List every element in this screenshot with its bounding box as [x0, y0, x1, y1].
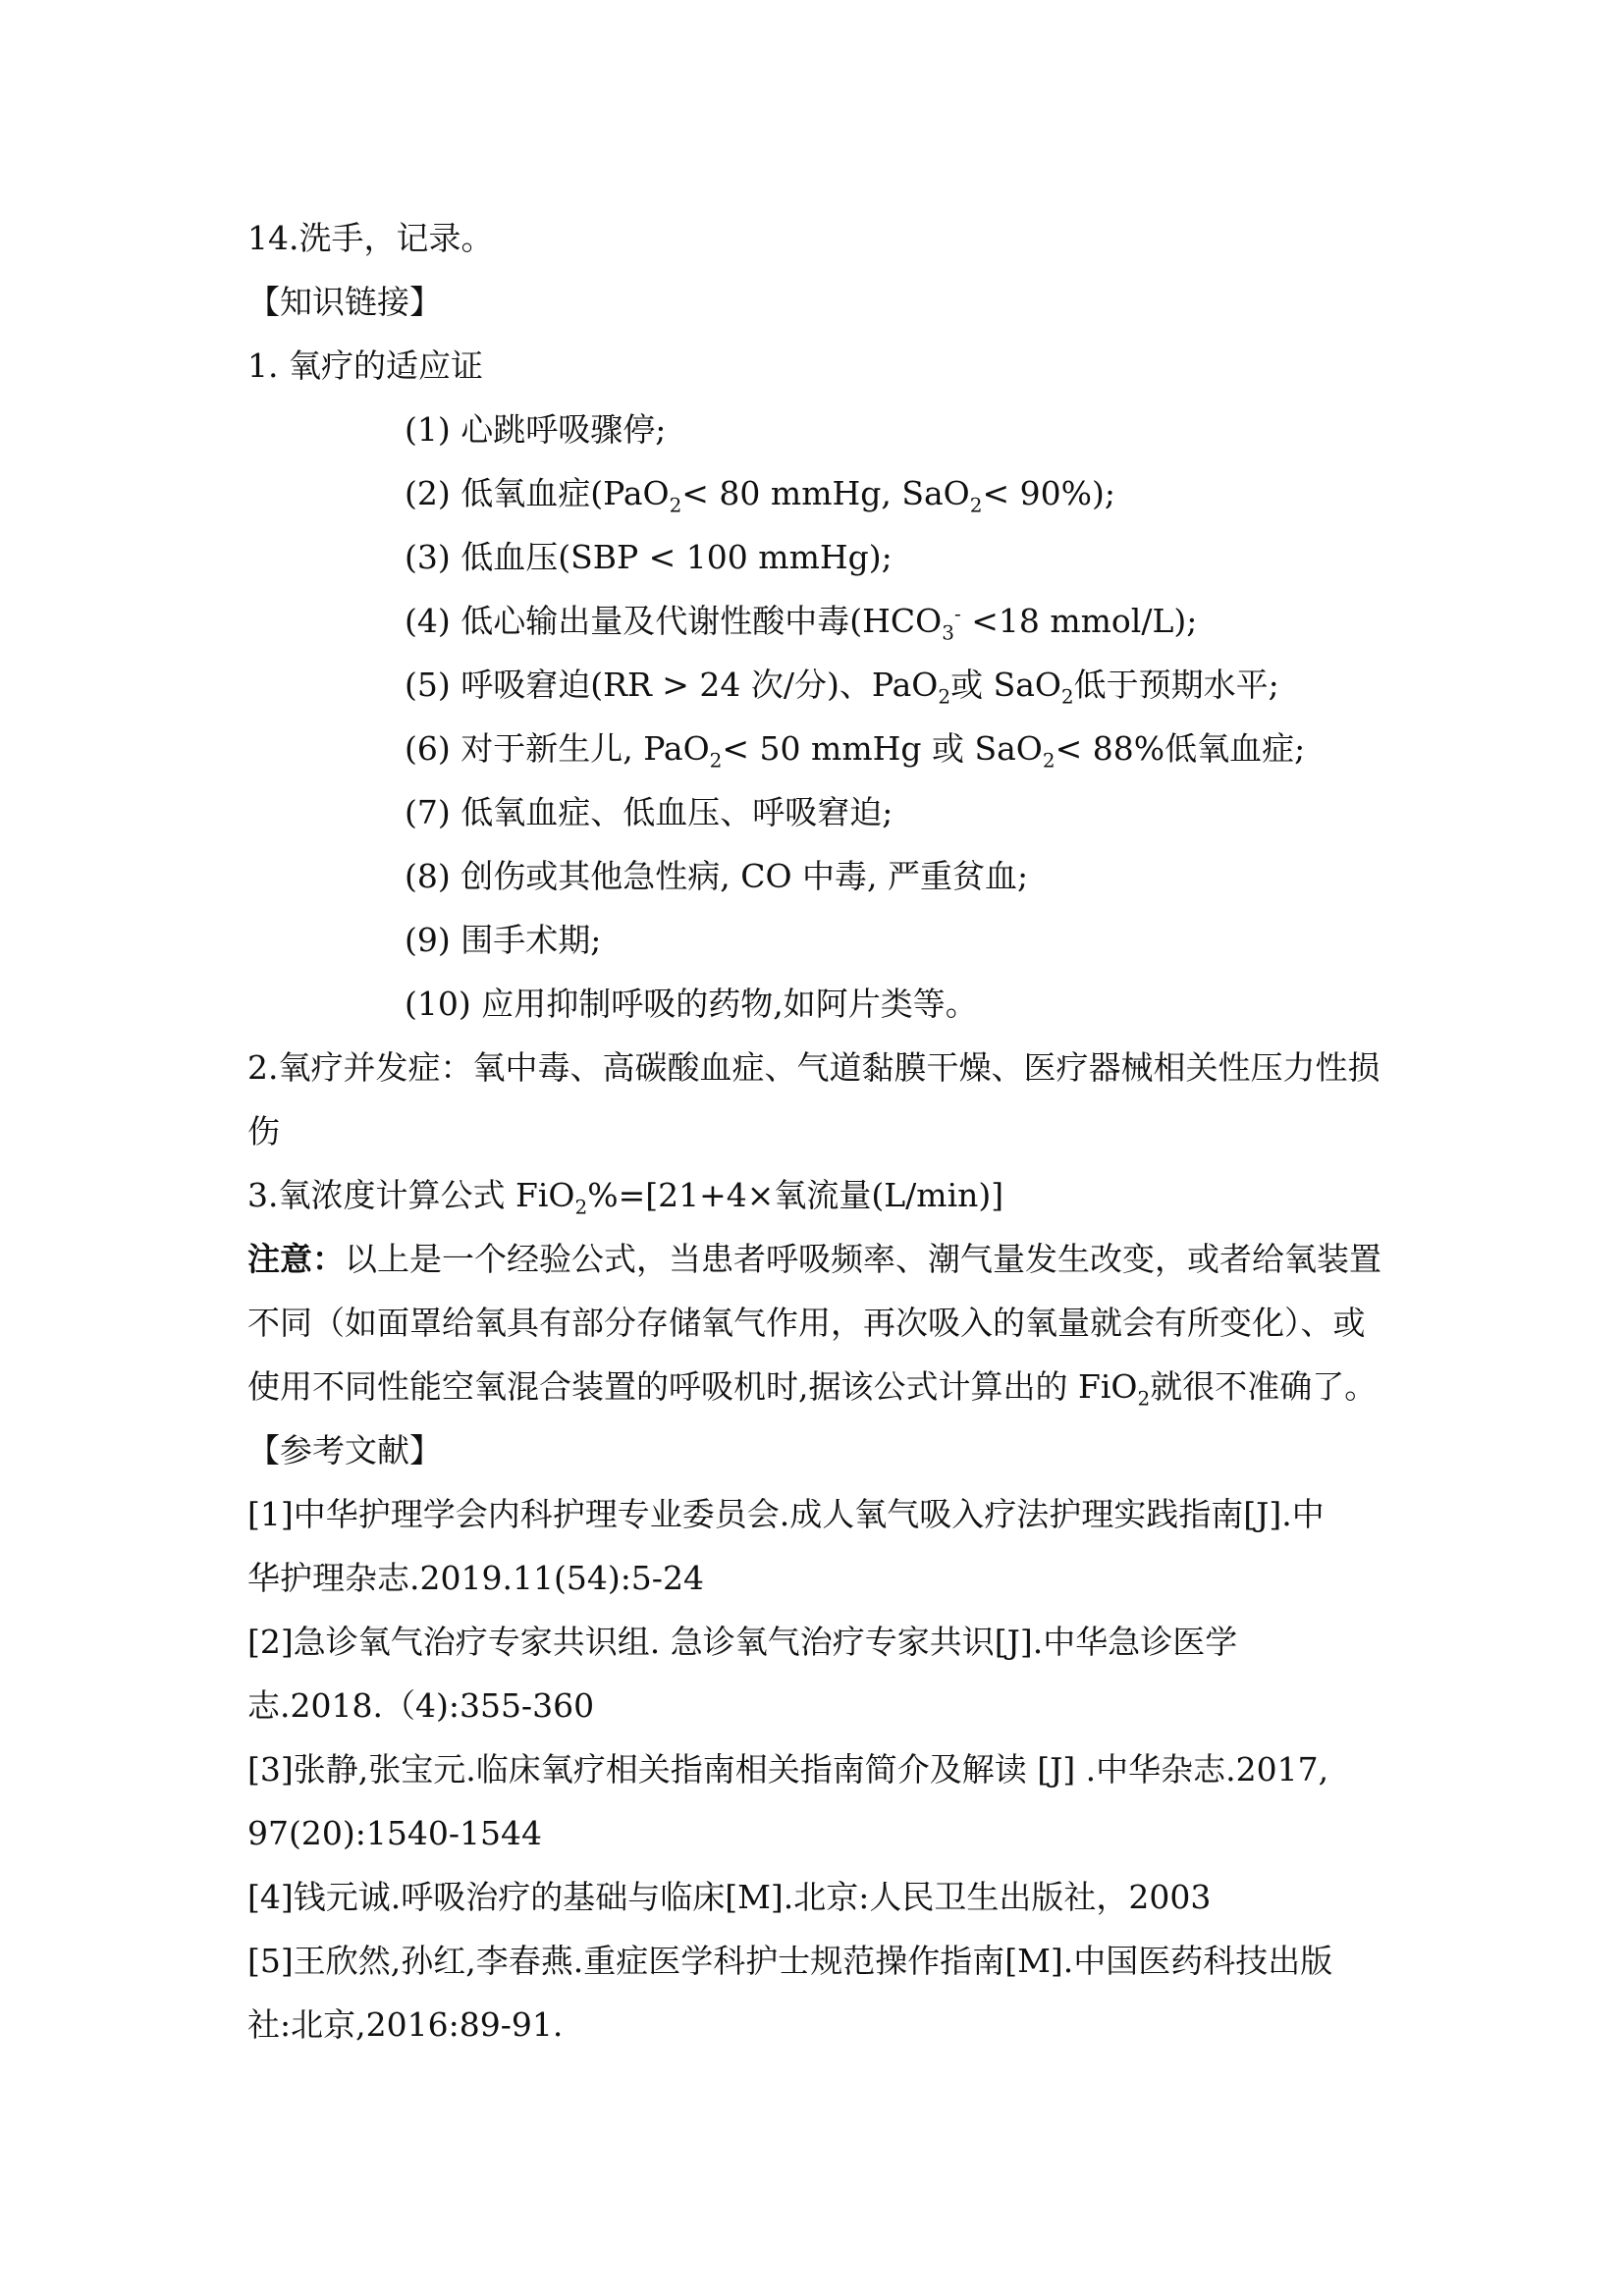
indication-item-3: (3) 低血压(SBP < 100 mmHg); [405, 538, 893, 576]
step-14: 14.洗手，记录。 [247, 219, 494, 257]
complications-line-2: 伤 [247, 1112, 280, 1150]
indication-item-4: (4) 低心输出量及代谢性酸中毒($HCO_3^- <18$ mmol/L); [405, 602, 1198, 645]
note-line-2: 不同（如面罩给氧具有部分存储氧气作用，再次吸入的氧量就会有所变化）、或 [247, 1304, 1366, 1342]
document-page [247, 206, 1386, 2056]
reference-2-line-1: [2]急诊氧气治疗专家共识组. 急诊氧气治疗专家共识[J].中华急诊医学 [247, 1623, 1238, 1661]
complications-line-1: 2.氧疗并发症：氧中毒、高碳酸血症、气道黏膜干燥、医疗器械相关性压力性损 [247, 1048, 1380, 1087]
reference-1-line-1: [1]中华护理学会内科护理专业委员会.成人氧气吸入疗法护理实践指南[J].中 [247, 1495, 1325, 1533]
note-line-3: 使用不同性能空氧混合装置的呼吸机时,据该公式计算出的 FiO$_2$就很不准确了。 [247, 1367, 1378, 1411]
references-heading: 【参考文献】 [247, 1431, 442, 1469]
indication-item-6: (6) 对于新生儿, PaO$_2$< 50 mmHg 或 SaO$_2$< 88%低氧血症; [405, 729, 1306, 773]
reference-4: [4]钱元诚.呼吸治疗的基础与临床[M].北京:人民卫生出版社，2003 [247, 1878, 1212, 1916]
reference-3-line-1: [3]张静,张宝元.临床氧疗相关指南相关指南简介及解读 [J] .中华杂志.2017, [247, 1750, 1329, 1789]
indication-item-7: (7) 低氧血症、低血压、呼吸窘迫; [405, 793, 893, 831]
indication-item-1: (1) 心跳呼吸骤停; [405, 410, 667, 449]
knowledge-link-heading: 【知识链接】 [247, 283, 442, 321]
indication-item-8: (8) 创伤或其他急性病, CO 中毒, 严重贫血; [405, 857, 1029, 895]
reference-3-line-2: 97(20):1540-1544 [247, 1814, 542, 1852]
reference-2-line-2: 志.2018.（4):355-360 [247, 1686, 595, 1725]
reference-1-line-2: 华护理杂志.2019.11(54):5-24 [247, 1559, 704, 1597]
note-label: 注意： [247, 1240, 345, 1278]
reference-5-line-2: 社:北京,2016:89-91. [247, 2005, 564, 2044]
indication-item-5: (5) 呼吸窘迫(RR > 24 次/分)、PaO$_2$或 SaO$_2$低于预期水平; [405, 666, 1279, 709]
note-line-1: 注意：以上是一个经验公式，当患者呼吸频率、潮气量发生改变，或者给氧装置 [247, 1240, 1381, 1278]
indication-item-9: (9) 围手术期; [405, 921, 602, 959]
indication-item-2: (2) 低氧血症(PaO$_2$< 80 mmHg, SaO$_2$< 90%); [405, 474, 1115, 517]
indication-item-10: (10) 应用抑制呼吸的药物,如阿片类等。 [405, 985, 978, 1023]
formula-line: 3.氧浓度计算公式 FiO$_2$%=[21+4×氧流量(L/min)] [247, 1176, 1004, 1219]
reference-5-line-1: [5]王欣然,孙红,李春燕.重症医学科护士规范操作指南[M].中国医药科技出版 [247, 1942, 1333, 1980]
indications-heading: 1. 氧疗的适应证 [247, 347, 483, 385]
